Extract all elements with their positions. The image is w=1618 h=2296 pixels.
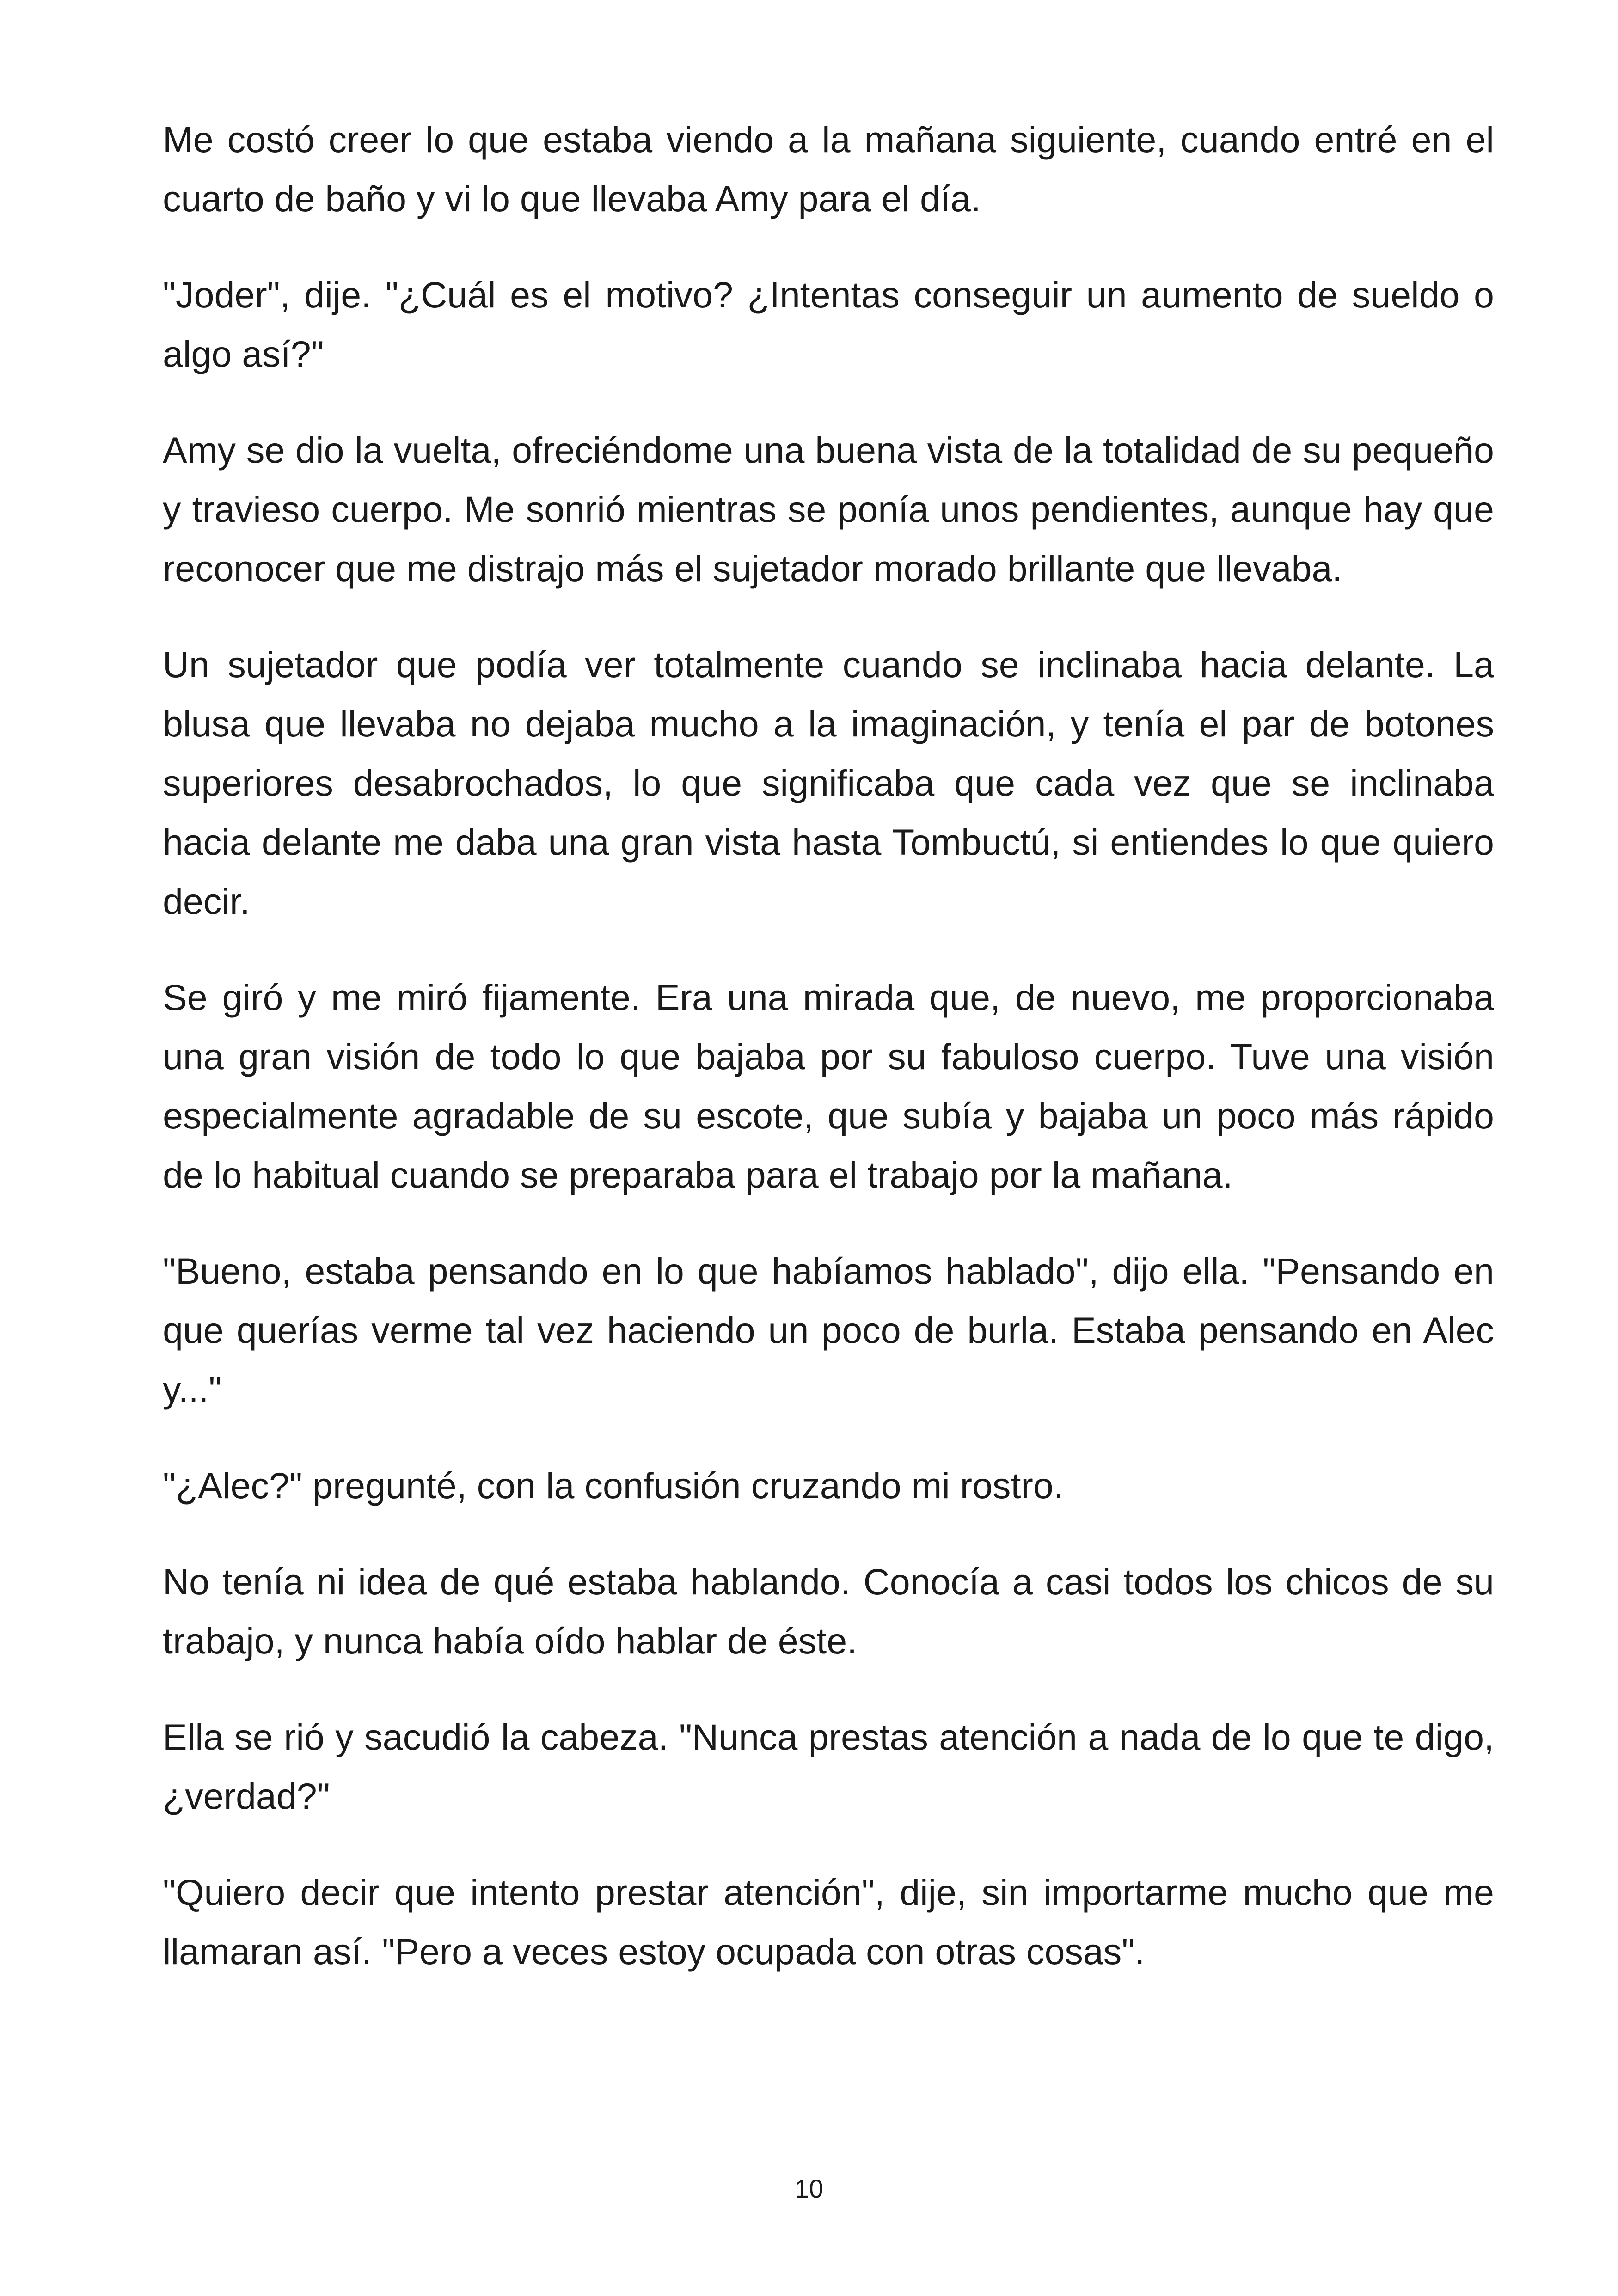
paragraph-4: Un sujetador que podía ver totalmente cuando se inclinaba hacia delante. La blusa que llevaba no dejaba mucho a la imaginación, y tenía el par de botones superiores desabrochados, lo que significaba que cada vez que se inclinaba hacia delante me daba una gran vista hasta Tombuctú, si entiendes lo que quiero decir. — [163, 644, 1494, 922]
paragraph-8: No tenía ni idea de qué estaba hablando. Conocía a casi todos los chicos de su trabajo, y nunca había oído hablar de éste. — [163, 1561, 1494, 1661]
paragraph-7: "¿Alec?" pregunté, con la confusión cruzando mi rostro. — [163, 1465, 1064, 1506]
paragraph-2: "Joder", dije. "¿Cuál es el motivo? ¿Intentas conseguir un aumento de sueldo o algo así?" — [163, 274, 1494, 374]
page-number: 10 — [794, 2174, 824, 2203]
paragraph-9: Ella se rió y sacudió la cabeza. "Nunca prestas atención a nada de lo que te digo, ¿verdad?" — [163, 1716, 1494, 1817]
paragraph-1: Me costó creer lo que estaba viendo a la mañana siguiente, cuando entré en el cuarto de baño y vi lo que llevaba Amy para el día. — [163, 119, 1494, 219]
paragraph-6: "Bueno, estaba pensando en lo que habíamos hablado", dijo ella. "Pensando en que querías verme tal vez haciendo un poco de burla. Estaba pensando en Alec y..." — [163, 1250, 1494, 1410]
body-text — [163, 110, 1494, 2018]
paragraph-3: Amy se dio la vuelta, ofreciéndome una buena vista de la totalidad de su pequeño y travieso cuerpo. Me sonrió mientras se ponía unos pendientes, aunque hay que reconocer que me distrajo más el sujetador morado brillante que llevaba. — [163, 429, 1494, 589]
paragraph-5: Se giró y me miró fijamente. Era una mirada que, de nuevo, me proporcionaba una gran visión de todo lo que bajaba por su fabuloso cuerpo. Tuve una visión especialmente agradable de su escote, que subía y bajaba un poco más rápido de lo habitual cuando se preparaba para el trabajo por la mañana. — [163, 977, 1494, 1195]
paragraph-10: "Quiero decir que intento prestar atención", dije, sin importarme mucho que me llamaran así. "Pero a veces estoy ocupada con otras cosas". — [163, 1872, 1494, 1972]
